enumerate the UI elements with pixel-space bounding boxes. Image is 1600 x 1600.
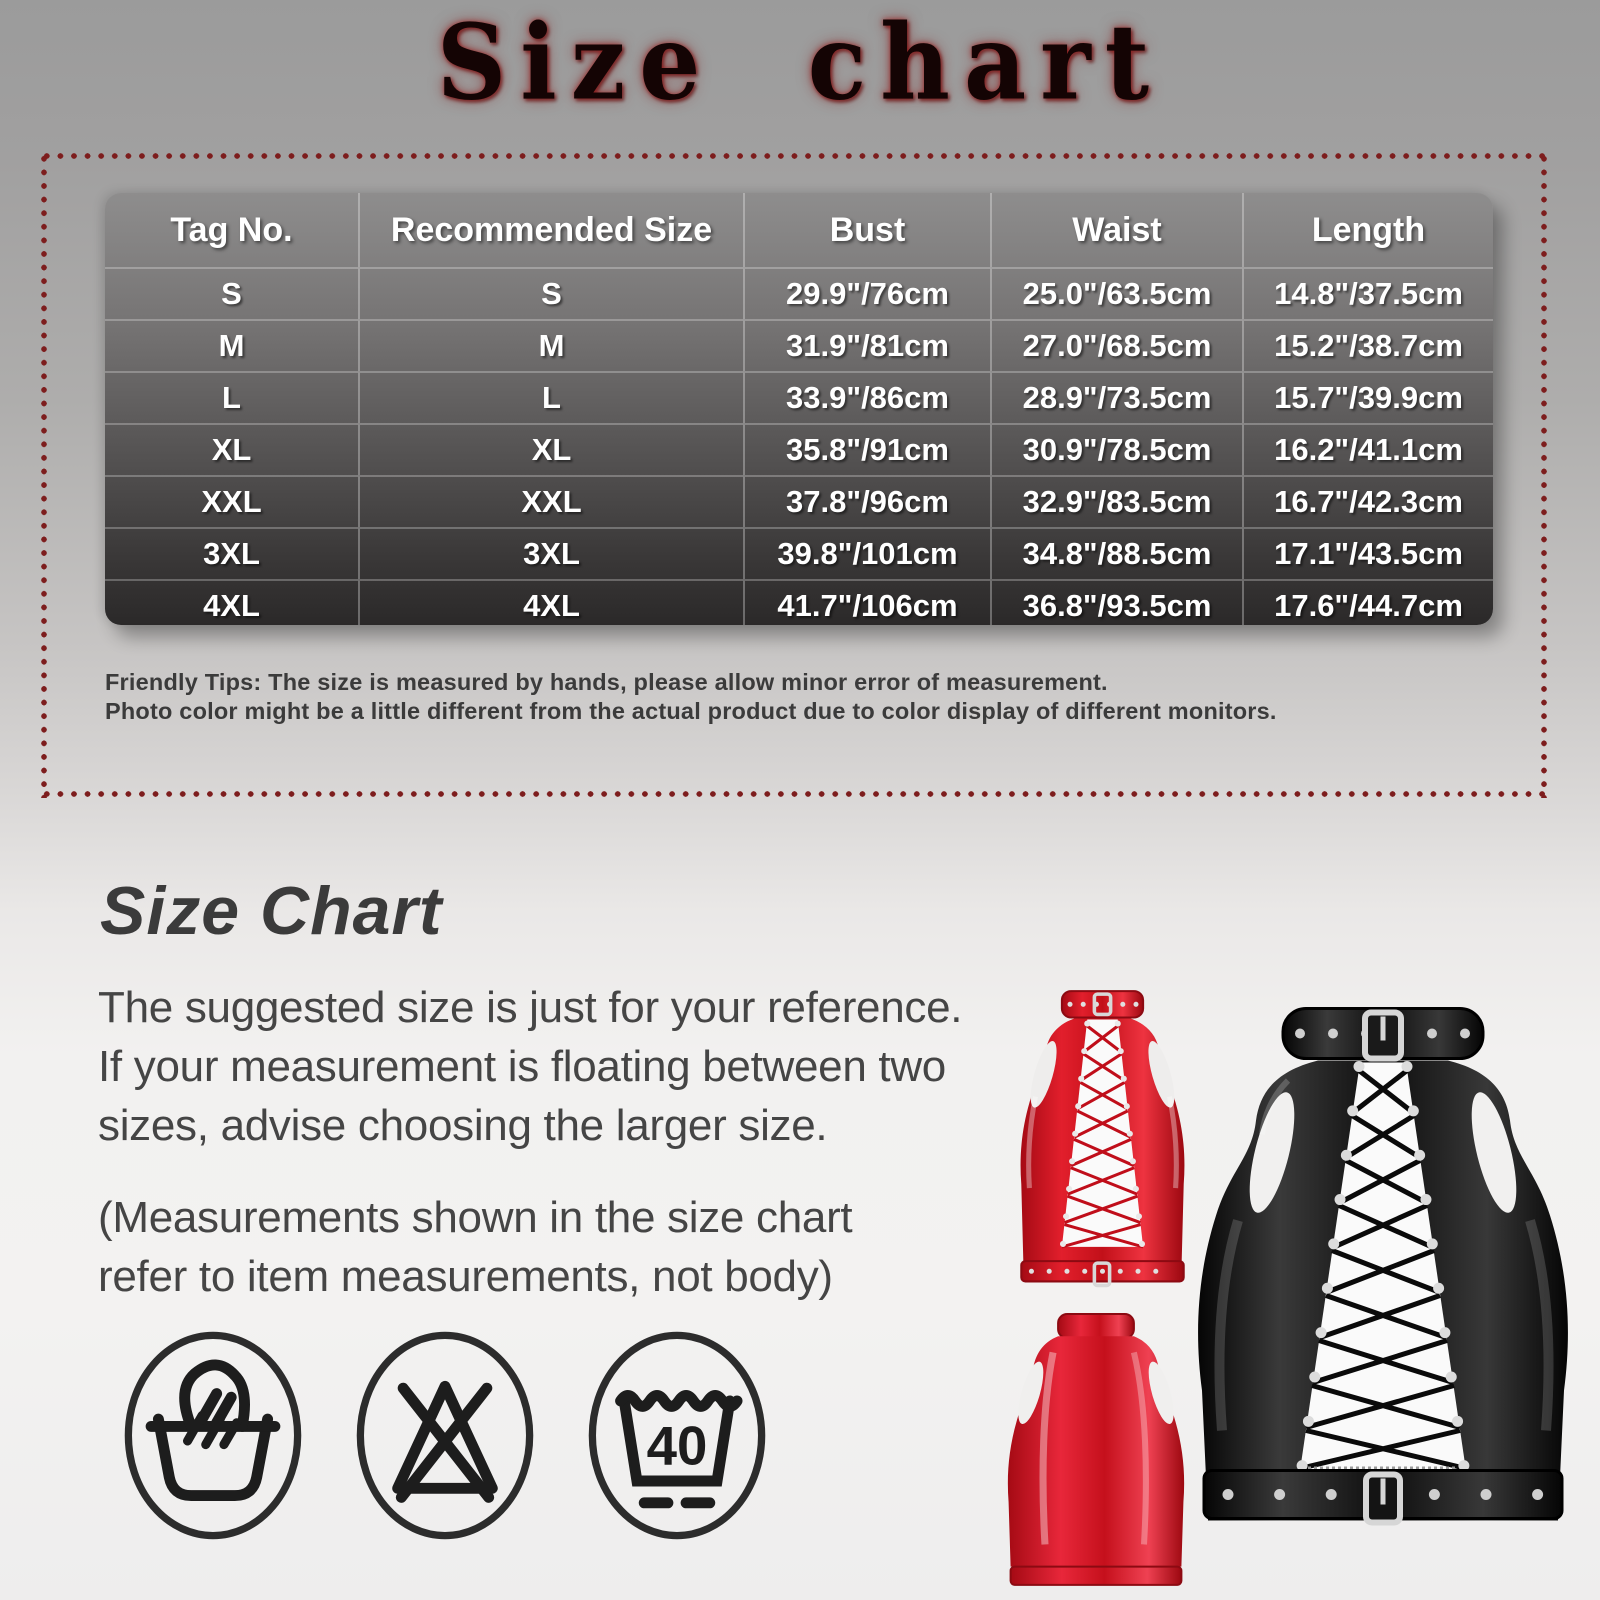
section-heading: Size Chart (100, 873, 443, 949)
machine-wash-40-icon (586, 1328, 768, 1543)
dotted-border-bottom (40, 790, 1548, 798)
cell-l-tag: L (105, 371, 358, 423)
paragraph-line: refer to item measurements, not body) (98, 1252, 833, 1301)
cell-4xl-waist: 36.8"/93.5cm (990, 579, 1242, 625)
paragraph-line: The suggested size is just for your reference. (98, 983, 963, 1032)
cell-4xl-rec: 4XL (358, 579, 743, 625)
cell-s-length: 14.8"/37.5cm (1242, 267, 1493, 319)
cell-l-length: 15.7"/39.9cm (1242, 371, 1493, 423)
tips-line-1: Friendly Tips: The size is measured by hands, please allow minor error of measurement. (105, 669, 1108, 695)
col-header-recommended: Recommended Size (358, 193, 743, 267)
cell-4xl-length: 17.6"/44.7cm (1242, 579, 1493, 625)
cell-xl-rec: XL (358, 423, 743, 475)
cell-4xl-tag: 4XL (105, 579, 358, 625)
cell-m-length: 15.2"/38.7cm (1242, 319, 1493, 371)
friendly-tips (105, 668, 1277, 726)
dotted-border-left (40, 152, 48, 798)
cell-s-tag: S (105, 267, 358, 319)
do-not-bleach-icon (354, 1328, 536, 1543)
dotted-border-top (40, 152, 1548, 160)
cell-l-waist: 28.9"/73.5cm (990, 371, 1242, 423)
page-title: Size chart (436, 1, 1164, 124)
tips-line-2: Photo color might be a little different from the actual product due to color display of different monitors. (105, 698, 1277, 724)
hand-wash-icon (122, 1328, 304, 1543)
cell-3xl-bust: 39.8"/101cm (743, 527, 990, 579)
cell-xxl-rec: XXL (358, 475, 743, 527)
size-chart-table (105, 193, 1493, 625)
col-header-bust: Bust (743, 193, 990, 267)
cell-3xl-tag: 3XL (105, 527, 358, 579)
cell-xl-tag: XL (105, 423, 358, 475)
neck-band (1058, 1314, 1134, 1338)
cell-xxl-waist: 32.9"/83.5cm (990, 475, 1242, 527)
cell-m-bust: 31.9"/81cm (743, 319, 990, 371)
col-header-waist: Waist (990, 193, 1242, 267)
cell-xxl-bust: 37.8"/96cm (743, 475, 990, 527)
product-photo-black-front (1168, 998, 1598, 1598)
cell-xl-bust: 35.8"/91cm (743, 423, 990, 475)
col-header-length: Length (1242, 193, 1493, 267)
cell-l-rec: L (358, 371, 743, 423)
cell-s-bust: 29.9"/76cm (743, 267, 990, 319)
cell-3xl-waist: 34.8"/88.5cm (990, 527, 1242, 579)
wash-temperature-label: 40 (646, 1415, 708, 1477)
cell-m-waist: 27.0"/68.5cm (990, 319, 1242, 371)
cell-4xl-bust: 41.7"/106cm (743, 579, 990, 625)
care-instruction-icons (122, 1328, 768, 1543)
cell-s-waist: 25.0"/63.5cm (990, 267, 1242, 319)
cell-m-rec: M (358, 319, 743, 371)
cell-xxl-tag: XXL (105, 475, 358, 527)
cell-xl-length: 16.2"/41.1cm (1242, 423, 1493, 475)
cell-s-rec: S (358, 267, 743, 319)
col-header-tag-no: Tag No. (170, 210, 293, 249)
paragraph-line: (Measurements shown in the size chart (98, 1193, 853, 1242)
cell-xl-waist: 30.9"/78.5cm (990, 423, 1242, 475)
cell-m-tag: M (105, 319, 358, 371)
reference-paragraph (98, 978, 962, 1155)
paragraph-line: If your measurement is floating between two (98, 1042, 946, 1091)
paragraph-line: sizes, advise choosing the larger size. (98, 1101, 828, 1150)
cell-l-bust: 33.9"/86cm (743, 371, 990, 423)
cell-xxl-length: 16.7"/42.3cm (1242, 475, 1493, 527)
cell-3xl-length: 17.1"/43.5cm (1242, 527, 1493, 579)
cell-3xl-rec: 3XL (358, 527, 743, 579)
dotted-border-right (1540, 152, 1548, 798)
hem-band (1011, 1567, 1182, 1585)
measurement-note-paragraph (98, 1188, 852, 1306)
